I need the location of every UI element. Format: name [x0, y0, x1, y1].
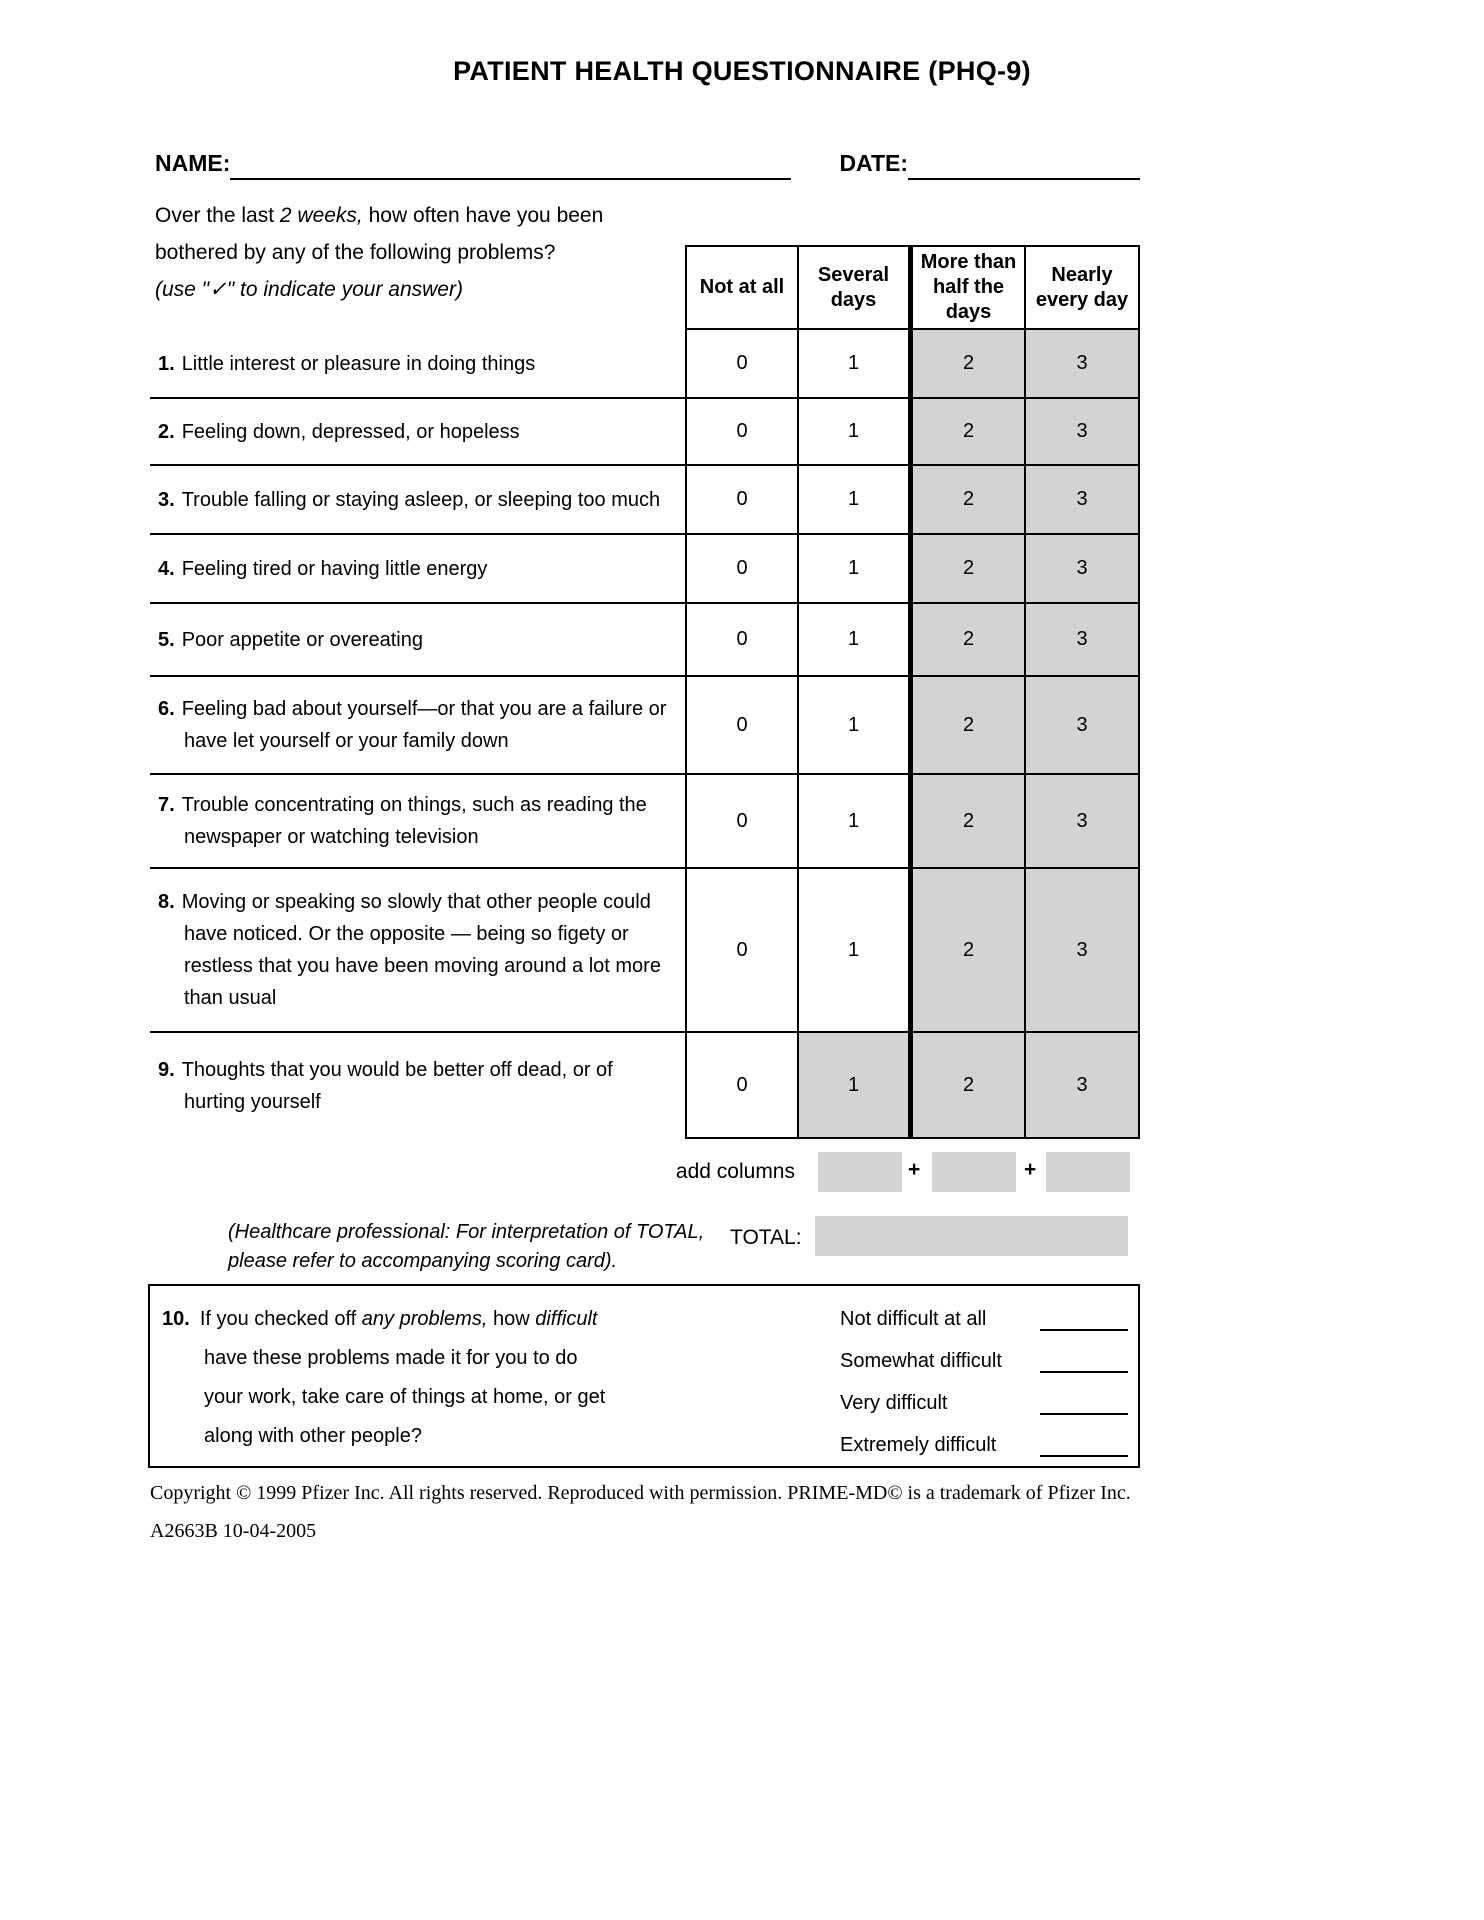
- plus-sign-2: +: [1024, 1158, 1037, 1181]
- option-row-extremely-difficult: [840, 1422, 1128, 1464]
- form-code: A2663B 10-04-2005: [150, 1520, 317, 1542]
- q4-score1-cell[interactable]: 1: [799, 535, 913, 604]
- q6-score3-cell[interactable]: 3: [1026, 677, 1140, 775]
- note-line-1: (Healthcare professional: For interpretation of TOTAL,: [228, 1221, 705, 1243]
- q8-score2-cell[interactable]: 2: [913, 869, 1026, 1033]
- question-1: [150, 330, 685, 399]
- q1-score0-cell[interactable]: 0: [685, 330, 799, 399]
- q9-score3-cell[interactable]: 3: [1026, 1033, 1140, 1139]
- healthcare-professional-note: [228, 1218, 704, 1276]
- header-several-days: Several days: [799, 245, 913, 330]
- question-2: [150, 399, 685, 466]
- several-days-sum-box[interactable]: [818, 1152, 902, 1192]
- question-9-number: 9.: [158, 1059, 175, 1081]
- option-row-very-difficult: [840, 1380, 1128, 1422]
- q4-score3-cell[interactable]: 3: [1026, 535, 1140, 604]
- question-10-left: [150, 1286, 840, 1466]
- q9-score2-cell[interactable]: 2: [913, 1033, 1026, 1139]
- q7-score2-cell[interactable]: 2: [913, 775, 1026, 869]
- question-3: [150, 466, 685, 535]
- total-row: [150, 1210, 1140, 1274]
- copyright-line: Copyright © 1999 Pfizer Inc. All rights reserved. Reproduced with permission. PRIME-MD© is a trademark of Pfizer Inc.: [150, 1482, 1131, 1504]
- question-2-text: Feeling down, depressed, or hopeless: [181, 420, 520, 443]
- option-row-somewhat-difficult: [840, 1338, 1128, 1380]
- question-7: [150, 775, 685, 869]
- question-9: [150, 1033, 685, 1139]
- form-title: PATIENT HEALTH QUESTIONNAIRE (PHQ-9): [453, 56, 1031, 86]
- question-4: [150, 535, 685, 604]
- q6-score0-cell[interactable]: 0: [685, 677, 799, 775]
- q10-text-part-2: any problems,: [361, 1308, 488, 1330]
- q6-score2-cell[interactable]: 2: [913, 677, 1026, 775]
- q2-score2-cell[interactable]: 2: [913, 399, 1026, 466]
- question-6-number: 6.: [158, 698, 175, 720]
- question-9-text: Thoughts that you would be better off dead, or of hurting yourself: [181, 1059, 613, 1113]
- option-label-somewhat-difficult: Somewhat difficult: [840, 1350, 1002, 1372]
- q7-score0-cell[interactable]: 0: [685, 775, 799, 869]
- question-5: [150, 604, 685, 677]
- option-line-extremely-difficult[interactable]: [1040, 1431, 1128, 1457]
- question-8: [150, 869, 685, 1033]
- q5-score0-cell[interactable]: 0: [685, 604, 799, 677]
- intro-line-1: Over the last 2 weeks, how often have you been: [155, 204, 604, 227]
- question-7-text: Trouble concentrating on things, such as reading the newspaper or watching television: [181, 794, 647, 848]
- question-1-text: Little interest or pleasure in doing things: [181, 352, 536, 375]
- plus-sign-1: +: [908, 1158, 921, 1181]
- q6-score1-cell[interactable]: 1: [799, 677, 913, 775]
- q2-score1-cell[interactable]: 1: [799, 399, 913, 466]
- q2-score0-cell[interactable]: 0: [685, 399, 799, 466]
- q10-text-part-4: difficult: [535, 1308, 598, 1330]
- question-6: [150, 677, 685, 775]
- date-label: DATE:: [839, 150, 908, 176]
- q5-score1-cell[interactable]: 1: [799, 604, 913, 677]
- option-label-extremely-difficult: Extremely difficult: [840, 1434, 997, 1456]
- intro-line-2: bothered by any of the following problems?: [155, 241, 556, 264]
- question-10-number: 10.: [162, 1308, 190, 1330]
- q1-score1-cell[interactable]: 1: [799, 330, 913, 399]
- question-2-number: 2.: [158, 420, 175, 443]
- question-10-text: [162, 1300, 612, 1456]
- q3-score2-cell[interactable]: 2: [913, 466, 1026, 535]
- q10-text-part-5: have these problems made it for you to do your work, take care of things at home, or get along with other people?: [204, 1347, 606, 1447]
- question-5-number: 5.: [158, 628, 175, 651]
- question-8-text: Moving or speaking so slowly that other people could have noticed. Or the opposite — being so figety or restless that you have been moving around a lot more than usual: [181, 891, 661, 1009]
- question-8-number: 8.: [158, 891, 175, 913]
- question-3-text: Trouble falling or staying asleep, or sleeping too much: [181, 488, 661, 511]
- q1-score3-cell[interactable]: 3: [1026, 330, 1140, 399]
- option-row-not-difficult: [840, 1296, 1128, 1338]
- name-date-row: [155, 146, 1140, 180]
- header-nearly-every-day: Nearly every day: [1026, 245, 1140, 330]
- nearly-every-day-sum-box[interactable]: [1046, 1152, 1130, 1192]
- q7-score1-cell[interactable]: 1: [799, 775, 913, 869]
- q5-score3-cell[interactable]: 3: [1026, 604, 1140, 677]
- total-label: TOTAL:: [730, 1226, 802, 1249]
- q3-score1-cell[interactable]: 1: [799, 466, 913, 535]
- name-input-line[interactable]: [230, 146, 791, 180]
- question-3-number: 3.: [158, 488, 175, 511]
- question-5-text: Poor appetite or overeating: [181, 628, 423, 651]
- q4-score0-cell[interactable]: 0: [685, 535, 799, 604]
- q8-score1-cell[interactable]: 1: [799, 869, 913, 1033]
- table-corner-spacer: [150, 245, 685, 330]
- option-line-not-difficult[interactable]: [1040, 1305, 1128, 1331]
- q5-score2-cell[interactable]: 2: [913, 604, 1026, 677]
- q3-score0-cell[interactable]: 0: [685, 466, 799, 535]
- question-7-number: 7.: [158, 794, 175, 816]
- question-4-text: Feeling tired or having little energy: [181, 557, 488, 580]
- q9-score0-cell[interactable]: 0: [685, 1033, 799, 1139]
- option-line-somewhat-difficult[interactable]: [1040, 1347, 1128, 1373]
- questions-table: [150, 245, 1140, 1139]
- header-not-at-all: Not at all: [685, 245, 799, 330]
- q7-score3-cell[interactable]: 3: [1026, 775, 1140, 869]
- q10-text-part-3: how: [487, 1308, 536, 1330]
- q10-text-part-1: If you checked off: [199, 1308, 362, 1330]
- q8-score3-cell[interactable]: 3: [1026, 869, 1140, 1033]
- header-more-than-half-the-days: More than half the days: [913, 245, 1026, 330]
- option-line-very-difficult[interactable]: [1040, 1389, 1128, 1415]
- question-10-box: [148, 1284, 1140, 1468]
- question-1-number: 1.: [158, 352, 175, 375]
- option-label-very-difficult: Very difficult: [840, 1392, 948, 1414]
- question-4-number: 4.: [158, 557, 175, 580]
- question-10-options: [840, 1286, 1138, 1466]
- q2-score3-cell[interactable]: 3: [1026, 399, 1140, 466]
- q3-score3-cell[interactable]: 3: [1026, 466, 1140, 535]
- question-6-text: Feeling bad about yourself—or that you are a failure or have let yourself or your family down: [181, 698, 667, 752]
- q1-score2-cell[interactable]: 2: [913, 330, 1026, 399]
- add-columns-row: [150, 1150, 1140, 1196]
- add-columns-label: add columns: [675, 1160, 795, 1183]
- name-label: NAME:: [155, 150, 231, 176]
- q9-score1-cell[interactable]: 1: [799, 1033, 913, 1139]
- intro-line-3: (use "✓" to indicate your answer): [155, 278, 463, 301]
- option-label-not-difficult: Not difficult at all: [840, 1308, 987, 1330]
- note-line-2: please refer to accompanying scoring card).: [228, 1250, 618, 1272]
- more-than-half-sum-box[interactable]: [932, 1152, 1016, 1192]
- total-score-box[interactable]: [815, 1216, 1128, 1256]
- q4-score2-cell[interactable]: 2: [913, 535, 1026, 604]
- q8-score0-cell[interactable]: 0: [685, 869, 799, 1033]
- date-input-line[interactable]: [908, 146, 1140, 180]
